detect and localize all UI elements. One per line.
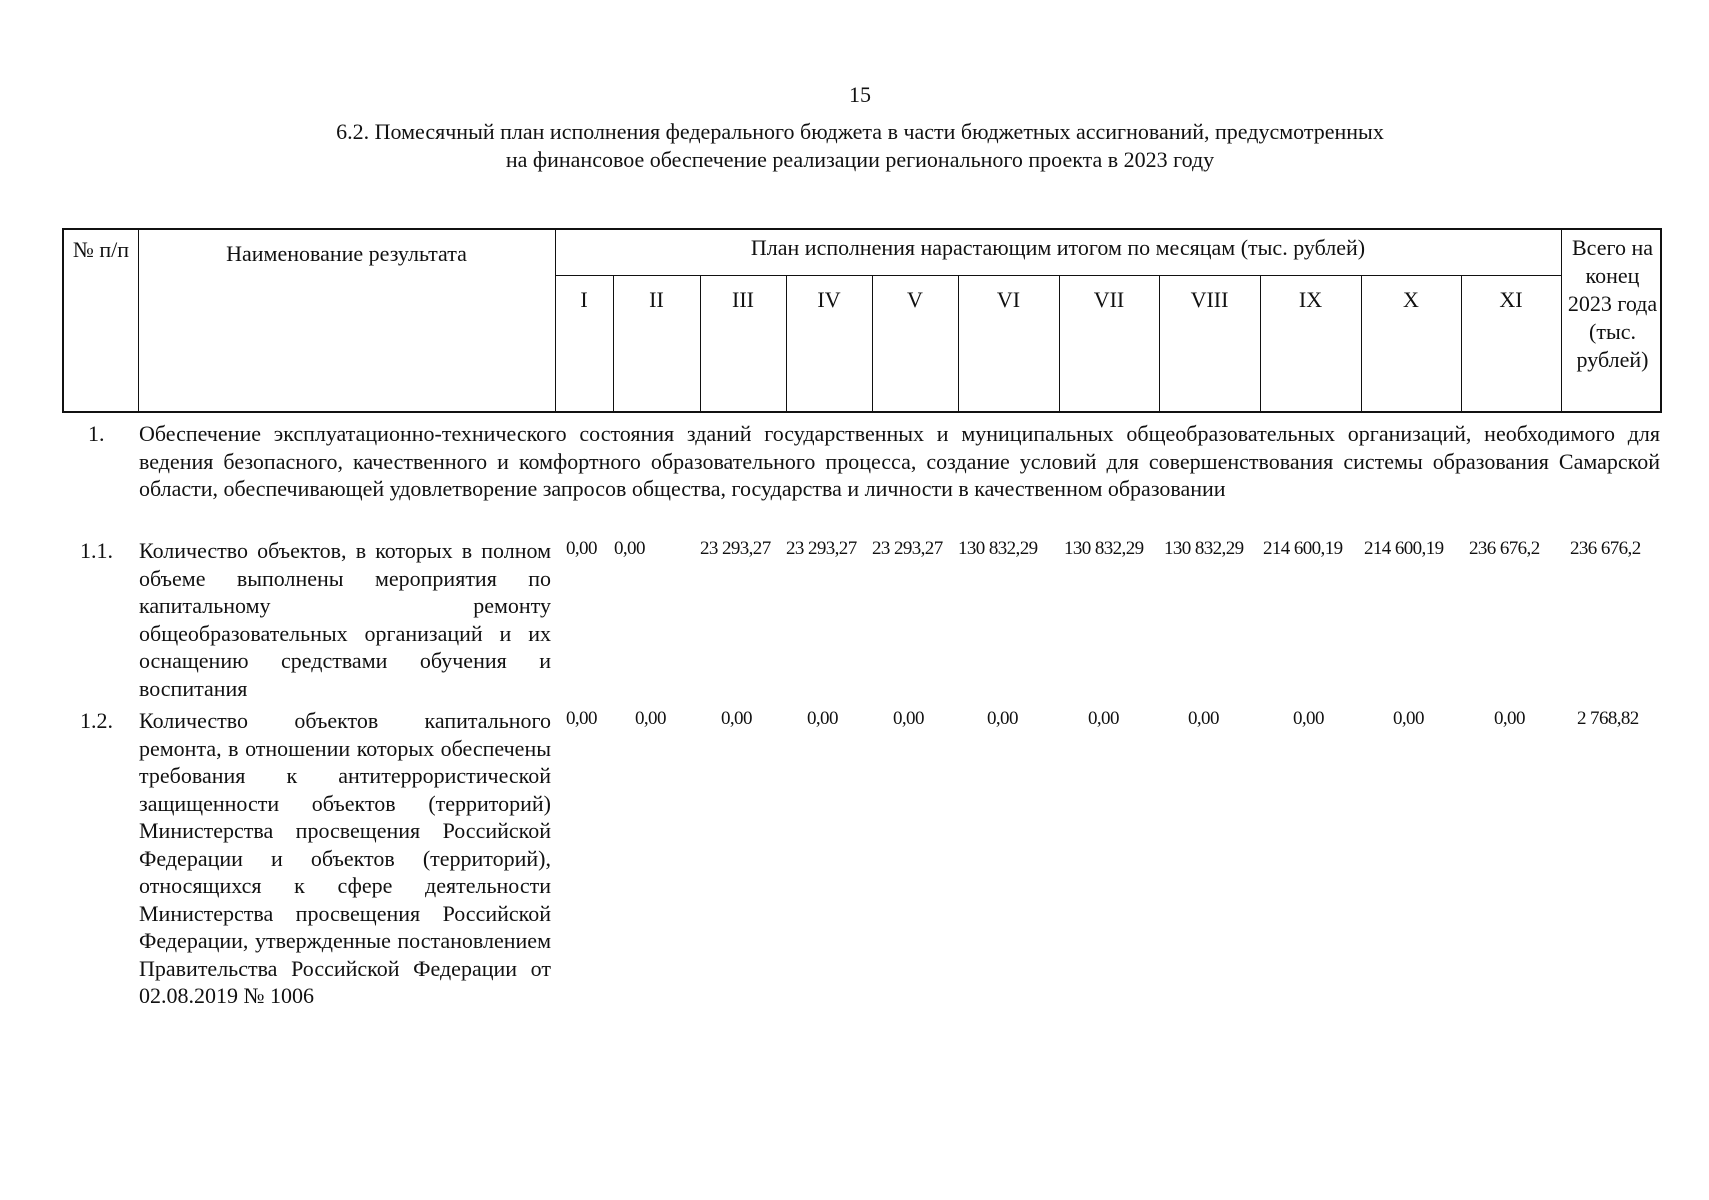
month-header: X <box>1403 287 1419 312</box>
month-header: IX <box>1298 287 1323 312</box>
row-value-m2: 0,00 <box>614 538 645 559</box>
header-num: № п/п <box>72 237 130 262</box>
row-number: 1.2. <box>80 708 113 733</box>
row-value-m5: 23 293,27 <box>872 538 943 559</box>
row-value-m11: 0,00 <box>1494 708 1525 729</box>
month-header: VIII <box>1190 287 1229 312</box>
row-value-m4: 0,00 <box>807 708 838 729</box>
row-value-m11: 236 676,2 <box>1469 538 1540 559</box>
row-value-m2: 0,00 <box>635 708 666 729</box>
month-header: IV <box>817 287 841 312</box>
month-header: VI <box>996 287 1021 312</box>
row-value-m3: 23 293,27 <box>700 538 771 559</box>
month-header: VII <box>1093 287 1125 312</box>
table-header <box>62 228 1662 413</box>
row-value-m9: 214 600,19 <box>1263 538 1343 559</box>
row-value-m10: 0,00 <box>1393 708 1424 729</box>
header-plan: План исполнения нарастающим итогом по месяцам (тыс. рублей) <box>750 235 1366 260</box>
row-value-m8: 0,00 <box>1188 708 1219 729</box>
row-name: Количество объектов капитального ремонта, в отношении которых обеспечены требования к антитеррористической защищенности объектов (территорий) Министерства просвещения Российской Федерации и объектов (территорий), относящихся к сфере деятельности Министерства просвещения Российской Федерации, утвержденные постановлением Правительства Российской Федерации от 02.08.2019 № 1006 <box>139 708 551 1008</box>
row-value-m4: 23 293,27 <box>786 538 857 559</box>
row-value-m10: 214 600,19 <box>1364 538 1444 559</box>
section-text: Обеспечение эксплуатационно-технического состояния зданий государственных и муниципальных общеобразовательных организаций, необходимого для ведения безопасного, качественного и комфортного образовательного процесса, создание условий для совершенствования системы образования Самарской области, обеспечивающей удовлетворение запросов общества, государства и личности в качественном образовании <box>139 421 1660 501</box>
row-value-m7: 130 832,29 <box>1064 538 1144 559</box>
row-number: 1.1. <box>80 538 113 563</box>
month-header: I <box>580 287 588 312</box>
row-value-total: 2 768,82 <box>1577 708 1639 729</box>
row-value-m6: 130 832,29 <box>958 538 1038 559</box>
document-title <box>0 118 1709 174</box>
row-value-m3: 0,00 <box>721 708 752 729</box>
month-header: III <box>732 287 754 312</box>
month-header: V <box>907 287 923 312</box>
month-header: XI <box>1499 287 1523 312</box>
row-name: Количество объектов, в которых в полном объеме выполнены мероприятия по капитальному ремонту общеобразовательных организаций и их оснащению средствами обучения и воспитания <box>139 538 551 701</box>
title-line-1: 6.2. Помесячный план исполнения федерального бюджета в части бюджетных ассигнований, предусмотренных <box>336 119 1384 144</box>
row-value-m9: 0,00 <box>1293 708 1324 729</box>
row-value-m8: 130 832,29 <box>1164 538 1244 559</box>
month-header: II <box>649 287 664 312</box>
page-number: 15 <box>849 82 871 107</box>
section-number: 1. <box>88 421 105 446</box>
header-name: Наименование результата <box>226 241 467 266</box>
row-value-total: 236 676,2 <box>1570 538 1641 559</box>
header-total: Всего на конец 2023 года (тыс. рублей) <box>1567 235 1658 372</box>
row-value-m7: 0,00 <box>1088 708 1119 729</box>
title-line-2: на финансовое обеспечение реализации регионального проекта в 2023 году <box>505 147 1215 172</box>
row-value-m5: 0,00 <box>893 708 924 729</box>
row-value-m1: 0,00 <box>566 538 597 559</box>
row-value-m6: 0,00 <box>987 708 1018 729</box>
row-value-m1: 0,00 <box>566 708 597 729</box>
